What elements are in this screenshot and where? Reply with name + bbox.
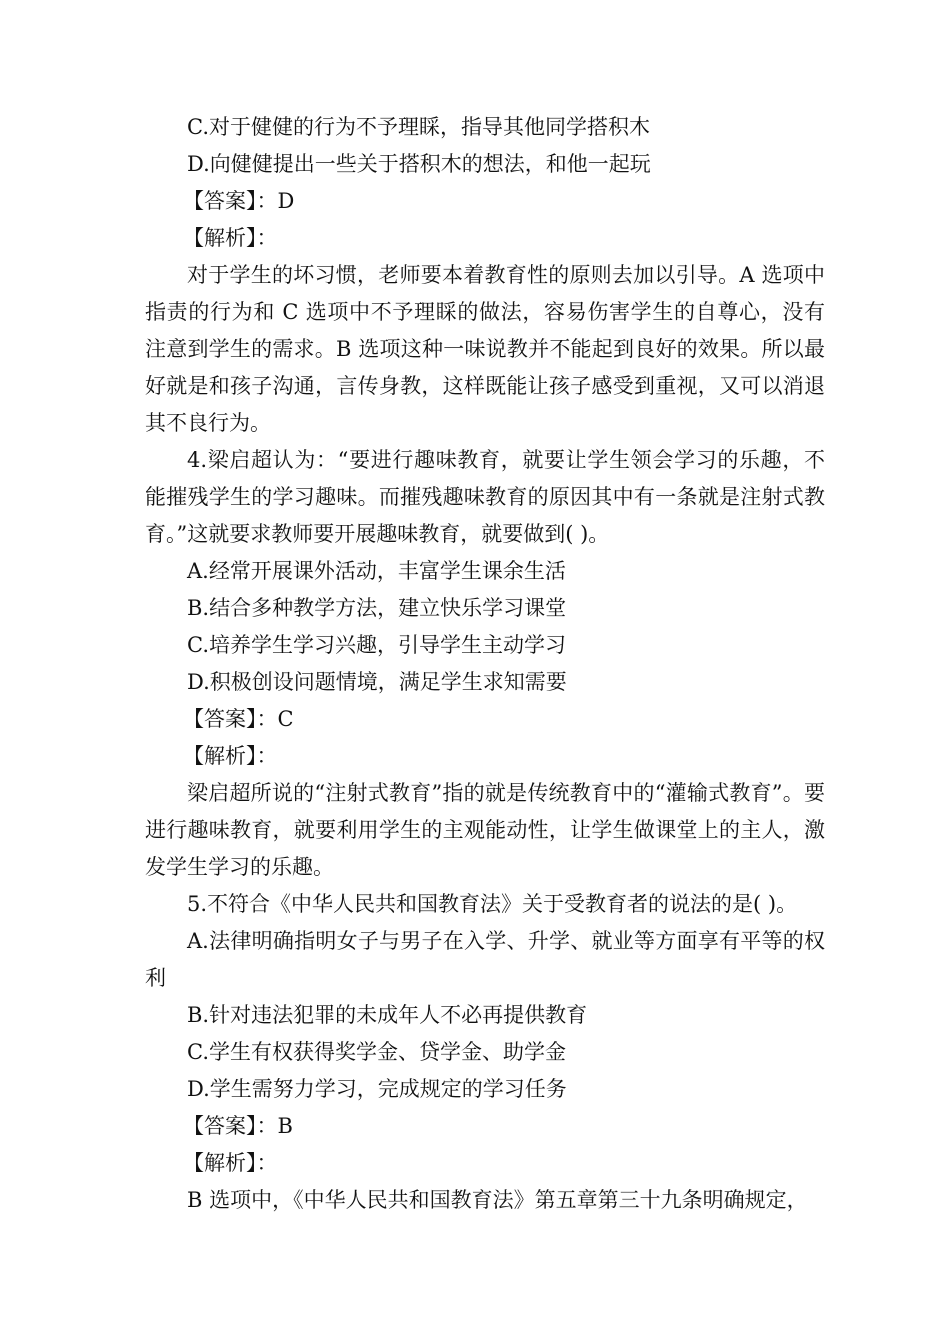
q4-option-c: C.培养学生学习兴趣，引导学生主动学习	[187, 633, 566, 657]
q5-answer: 【答案】：B	[183, 1114, 293, 1138]
q4-option-a: A.经常开展课外活动，丰富学生课余生活	[187, 559, 566, 583]
q3-analysis: 对于学生的坏习惯，老师要本着教育性的原则去加以引导。A 选项中指责的行为和 C 选项中不予理睬的做法，容易伤害学生的自尊心，没有注意到学生的需求。B 选项这种一味说教并不能起到良好的效果。所以最好就是和孩子沟通，言传身教，这样既能让孩子感受到重视，又可以消退其不良行为。	[145, 263, 825, 435]
q4-answer: 【答案】：C	[183, 707, 294, 731]
q3-analysis-label: 【解析】：	[183, 226, 278, 250]
q3-option-d: D.向健健提出一些关于搭积木的想法，和他一起玩	[187, 152, 651, 176]
q3-answer: 【答案】：D	[183, 189, 295, 213]
q4-analysis: 梁启超所说的“注射式教育”指的就是传统教育中的“灌输式教育”。要进行趣味教育，就要利用学生的主观能动性，让学生做课堂上的主人，激发学生学习的乐趣。	[145, 781, 825, 879]
q5-analysis-start: B 选项中，《中华人民共和国教育法》第五章第三十九条明确规定，	[187, 1188, 808, 1212]
q5-option-b: B.针对违法犯罪的未成年人不必再提供教育	[187, 1003, 588, 1027]
q4-stem: 4.梁启超认为：“要进行趣味教育，就要让学生领会学习的乐趣，不能摧残学生的学习趣味。而摧残趣味教育的原因其中有一条就是注射式教育。”这就要求教师要开展趣味教育，就要做到( )。	[145, 448, 825, 546]
document-page	[145, 109, 825, 1219]
q5-option-a: A.法律明确指明女子与男子在入学、升学、就业等方面享有平等的权利	[145, 929, 825, 990]
q4-option-d: D.积极创设问题情境，满足学生求知需要	[187, 670, 567, 694]
q5-analysis-label: 【解析】：	[183, 1151, 278, 1175]
q5-stem: 5.不符合《中华人民共和国教育法》关于受教育者的说法的是( )。	[187, 892, 798, 916]
q3-option-c: C.对于健健的行为不予理睬，指导其他同学搭积木	[187, 115, 650, 139]
q5-option-c: C.学生有权获得奖学金、贷学金、助学金	[187, 1040, 566, 1064]
q5-option-d: D.学生需努力学习，完成规定的学习任务	[187, 1077, 567, 1101]
q4-analysis-label: 【解析】：	[183, 744, 278, 768]
q4-option-b: B.结合多种教学方法，建立快乐学习课堂	[187, 596, 567, 620]
